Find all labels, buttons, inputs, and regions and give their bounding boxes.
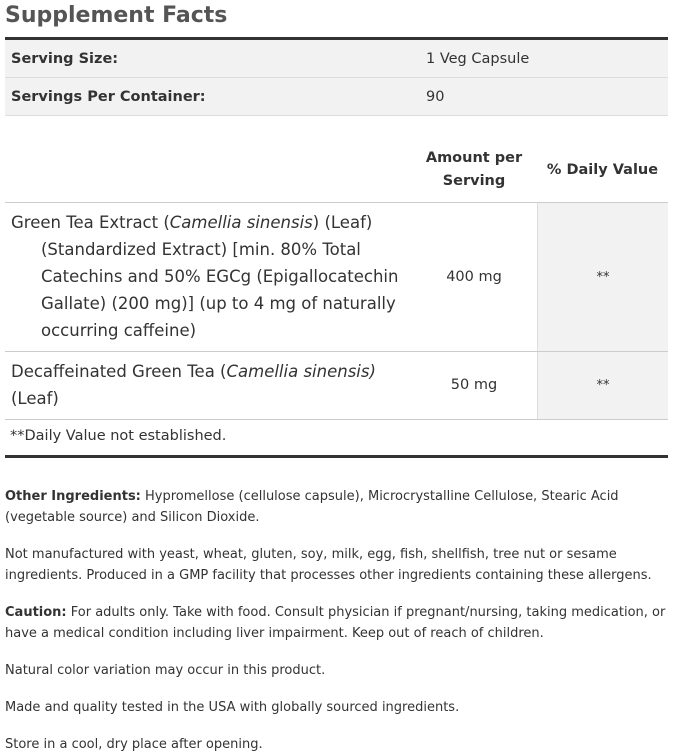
product-notes	[0, 458, 668, 755]
caution-statement: Caution: For adults only. Take with food. Consult physician if pregnant/nursing, taking medication, or have a medical condition including liver impairment. Keep out of reach of children.	[5, 605, 666, 641]
servings-per-container-label: Servings Per Container:	[11, 88, 206, 105]
amount-per-serving-header: Amount per Serving	[425, 150, 523, 189]
panel-title: Supplement Facts	[5, 3, 228, 28]
color-variation-note: Natural color variation may occur in this product.	[5, 663, 326, 678]
storage-note: Store in a cool, dry place after opening.	[5, 737, 263, 752]
ingredient-amount: 400 mg	[446, 268, 502, 285]
serving-size-row	[5, 40, 668, 78]
ingredient-daily-value: **	[537, 203, 668, 351]
servings-per-container-value: 90	[426, 88, 445, 105]
ingredient-row	[5, 351, 668, 419]
ingredient-amount: 50 mg	[450, 377, 498, 393]
facts-table	[5, 37, 668, 458]
ingredient-name: Green Tea Extract (Camellia sinensis) (Leaf) (Standardized Extract) [min. 80% Total Catechins and 50% EGCg (Epigallocatechin Gallate) (200 mg)] (up to 4 mg of naturally occurring caffeine)	[11, 213, 399, 340]
table-header-row	[5, 115, 668, 202]
made-in-usa-note: Made and quality tested in the USA with globally sourced ingredients.	[5, 700, 460, 715]
ingredient-name: Decaffeinated Green Tea (Camellia sinensis) (Leaf)	[11, 362, 376, 408]
daily-value-header: % Daily Value	[546, 162, 659, 178]
other-ingredients: Other Ingredients: Hypromellose (cellulose capsule), Microcrystalline Cellulose, Stearic Acid (vegetable source) and Silicon Dioxide.	[5, 489, 619, 525]
serving-size-label: Serving Size:	[11, 50, 119, 67]
daily-value-footnote: **Daily Value not established.	[5, 419, 668, 455]
ingredient-daily-value: **	[537, 352, 668, 419]
ingredient-row	[5, 202, 668, 351]
allergen-statement: Not manufactured with yeast, wheat, gluten, soy, milk, egg, fish, shellfish, tree nut or sesame ingredients. Produced in a GMP facility that processes other ingredients containing these allergens.	[5, 547, 652, 583]
servings-per-container-row	[5, 78, 668, 115]
serving-size-value: 1 Veg Capsule	[426, 50, 530, 67]
